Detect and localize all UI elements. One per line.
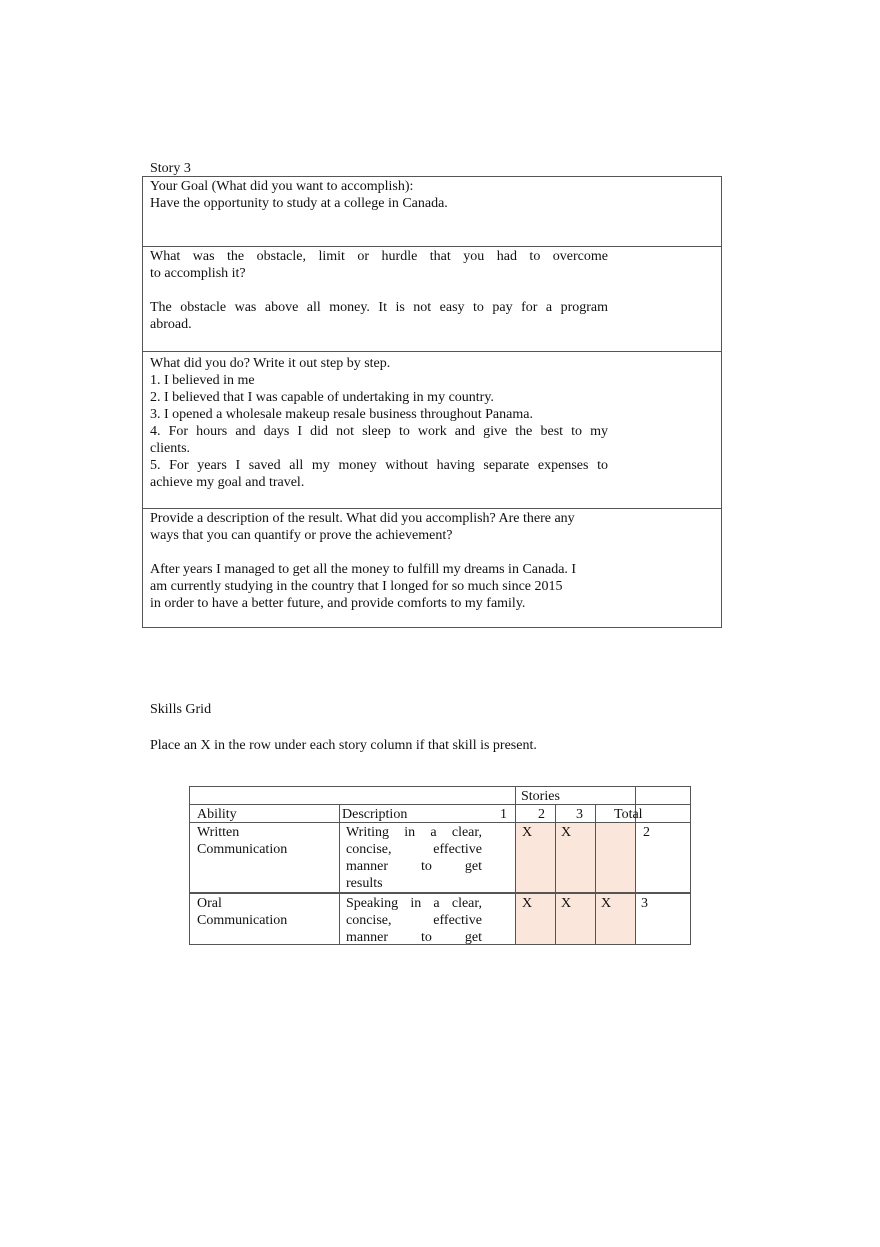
obstacle-prompt-line1: What was the obstacle, limit or hurdle that you had to overcome (150, 249, 608, 264)
row-description-line: manner to get (346, 859, 482, 874)
goal-section (143, 177, 721, 247)
step-line: 1. I believed in me (150, 373, 255, 388)
obstacle-section (143, 246, 721, 351)
result-prompt-line2: ways that you can quantify or prove the achievement? (150, 528, 453, 543)
row-description-line: manner to get (346, 930, 482, 945)
story-cell-highlight (515, 893, 555, 945)
row-ability: Communication (197, 842, 288, 857)
row-description-line: results (346, 876, 383, 891)
result-answer-line: After years I managed to get all the money to fulfill my dreams in Canada. I (150, 562, 577, 577)
steps-prompt: What did you do? Write it out step by step. (150, 356, 391, 371)
story-title: Story 3 (150, 161, 191, 176)
story-form (142, 176, 722, 628)
header-story-2: 2 (538, 807, 545, 822)
row-description-line: Speaking in a clear, (346, 896, 482, 911)
result-answer-line: in order to have a better future, and provide comforts to my family. (150, 596, 526, 611)
skills-grid-title: Skills Grid (150, 702, 212, 717)
steps-section (143, 351, 721, 508)
row-total: 2 (643, 825, 650, 840)
story-mark: X (561, 825, 572, 840)
row-description-line: concise, effective (346, 913, 482, 928)
header-ability: Ability (197, 807, 237, 822)
step-line: 3. I opened a wholesale makeup resale business throughout Panama. (150, 407, 533, 422)
skills-grid-instruction: Place an X in the row under each story column if that skill is present. (150, 738, 537, 753)
step-line: achieve my goal and travel. (150, 475, 305, 490)
story-cell-highlight (515, 823, 555, 893)
result-prompt-line1: Provide a description of the result. What did you accomplish? Are there any (150, 511, 575, 526)
row-description-line: Writing in a clear, (346, 825, 482, 840)
goal-answer: Have the opportunity to study at a college in Canada. (150, 196, 448, 211)
obstacle-answer-line2: abroad. (150, 317, 192, 332)
skills-grid-table (189, 786, 691, 945)
step-line: 2. I believed that I was capable of undertaking in my country. (150, 390, 494, 405)
result-answer-line: am currently studying in the country that I longed for so much since 2015 (150, 579, 563, 594)
row-ability: Oral (197, 896, 222, 911)
obstacle-prompt-line2: to accomplish it? (150, 266, 246, 281)
goal-prompt: Your Goal (What did you want to accomplish): (150, 179, 414, 194)
row-ability: Communication (197, 913, 288, 928)
story-mark: X (561, 896, 572, 911)
header-total: Total (614, 807, 643, 822)
obstacle-answer-line1: The obstacle was above all money. It is not easy to pay for a program (150, 300, 608, 315)
story-mark: X (522, 896, 533, 911)
story-mark: X (601, 896, 612, 911)
story-mark: X (522, 825, 533, 840)
story-cell-highlight (595, 823, 635, 893)
step-line: 4. For hours and days I did not sleep to work and give the best to my (150, 424, 608, 439)
result-section (143, 508, 721, 629)
row-ability: Written (197, 825, 240, 840)
header-stories: Stories (521, 789, 560, 804)
step-line: 5. For years I saved all my money without having separate expenses to (150, 458, 608, 473)
header-story-3: 3 (576, 807, 583, 822)
step-line: clients. (150, 441, 191, 456)
row-description-line: concise, effective (346, 842, 482, 857)
header-description: Description (342, 807, 408, 822)
row-total: 3 (641, 896, 648, 911)
header-story-1: 1 (500, 807, 507, 822)
